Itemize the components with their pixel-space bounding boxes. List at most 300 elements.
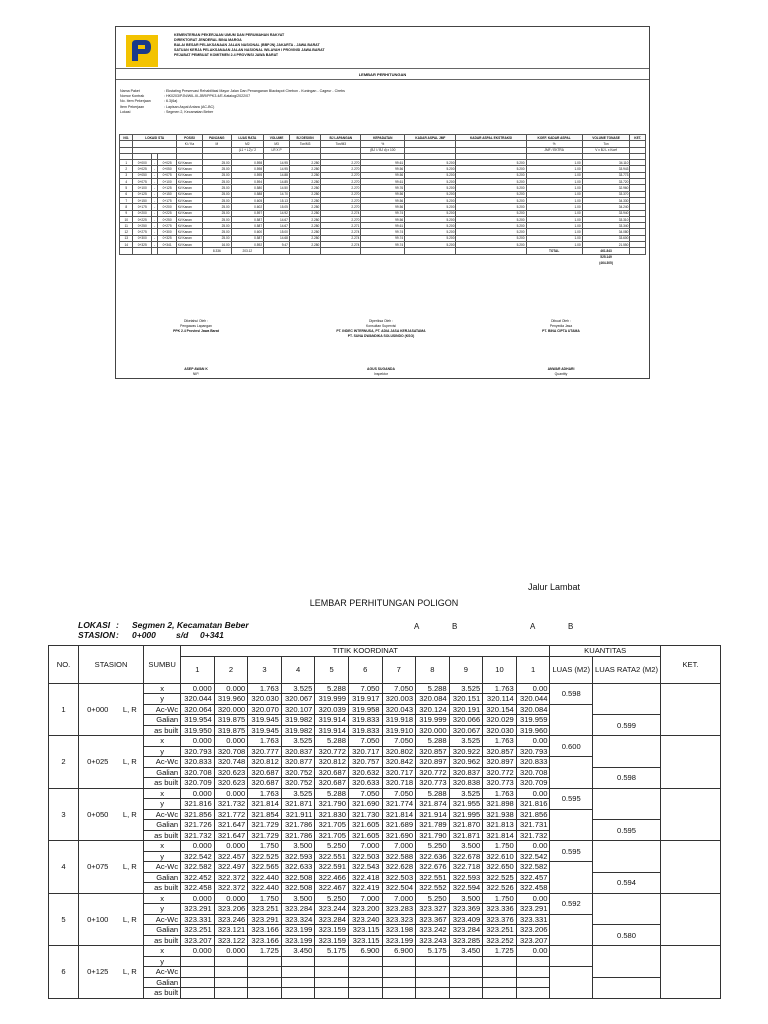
- table-cell: 34.240: [582, 204, 630, 210]
- coord-cell: [449, 977, 483, 988]
- table-cell: 0+125: [158, 185, 177, 191]
- table-cell: 5.200: [405, 179, 456, 185]
- coord-cell: 323.291: [248, 914, 282, 925]
- coord-cell: 3.525: [449, 788, 483, 799]
- coord-cell: 320.752: [281, 767, 315, 778]
- table-cell: 99.61: [361, 160, 405, 166]
- extra-cell: [405, 260, 456, 265]
- sum-cell: 8.336: [203, 248, 232, 254]
- dash-cell: -: [152, 235, 158, 241]
- coord-cell: [248, 967, 282, 978]
- coord-cell: 0.00: [516, 736, 550, 747]
- coord-cell: [214, 967, 248, 978]
- coordinate-row: [49, 788, 721, 799]
- coord-cell: 0.00: [516, 841, 550, 852]
- coord-cell: 320.877: [281, 757, 315, 768]
- coord-cell: 320.107: [281, 704, 315, 715]
- station-side: L, R: [117, 946, 144, 999]
- coord-cell: 320.857: [483, 746, 517, 757]
- coord-cell: 6.900: [348, 946, 382, 957]
- dash-cell: -: [152, 242, 158, 248]
- table-cell: 5.200: [456, 191, 526, 197]
- table-cell: 2.280: [289, 210, 320, 216]
- coord-cell: 320.833: [516, 757, 550, 768]
- extra-cell: [176, 260, 202, 265]
- table-cell: 0+250: [158, 216, 177, 222]
- table-cell: 0+125: [133, 191, 152, 197]
- coord-cell: 320.067: [281, 694, 315, 705]
- table-cell: 5.200: [456, 235, 526, 241]
- coord-cell: 321.911: [281, 809, 315, 820]
- luas-cell: 0.592: [550, 893, 593, 914]
- table-cell: 0+225: [158, 210, 177, 216]
- coord-cell: 0.000: [214, 893, 248, 904]
- table-cell: 99.74: [361, 242, 405, 248]
- coord-cell: 321.955: [449, 799, 483, 810]
- axis-label: as built: [144, 830, 181, 841]
- coord-cell: 0.000: [214, 788, 248, 799]
- coord-cell: 321.854: [248, 809, 282, 820]
- table-cell: 99.56: [361, 191, 405, 197]
- column-header: 2: [214, 656, 248, 683]
- column-header: 8: [416, 656, 450, 683]
- column-header: LOKASI STA: [133, 135, 176, 141]
- coord-cell: 320.838: [449, 778, 483, 789]
- coord-cell: 322.508: [281, 883, 315, 894]
- coord-cell: 3.500: [281, 893, 315, 904]
- coord-cell: [214, 988, 248, 999]
- polygon-table: [48, 645, 721, 999]
- dash-cell: -: [152, 229, 158, 235]
- extra-cell: [120, 260, 133, 265]
- station-number: 4: [49, 841, 79, 894]
- table-cell: 9: [120, 210, 133, 216]
- formula-cell: JMF / EKTRA: [526, 147, 582, 153]
- table-cell: 0.602: [231, 204, 264, 210]
- coord-cell: 1.750: [483, 841, 517, 852]
- coord-cell: 321.856: [181, 809, 215, 820]
- coord-cell: 321.814: [248, 799, 282, 810]
- coord-cell: 322.466: [315, 872, 349, 883]
- coord-cell: [416, 956, 450, 967]
- coord-cell: 323.409: [449, 914, 483, 925]
- coord-cell: 320.802: [382, 746, 416, 757]
- dash-cell: -: [152, 204, 158, 210]
- table-cell: 5.200: [405, 235, 456, 241]
- table-cell: Ki/ Kanan: [176, 197, 202, 203]
- coord-cell: 323.284: [449, 925, 483, 936]
- extra-cell: [203, 260, 232, 265]
- extra-cell: [456, 260, 526, 265]
- coord-cell: 319.959: [516, 715, 550, 726]
- coord-cell: 322.551: [315, 851, 349, 862]
- table-cell: 99.56: [361, 204, 405, 210]
- coord-cell: 321.605: [348, 830, 382, 841]
- rata-cell: [592, 736, 660, 768]
- table-cell: 99.56: [361, 197, 405, 203]
- coord-cell: 7.050: [382, 736, 416, 747]
- table-cell: 99.74: [361, 235, 405, 241]
- table-cell: 2.280: [289, 204, 320, 210]
- coord-cell: [483, 988, 517, 999]
- coord-cell: 323.207: [181, 935, 215, 946]
- station-number: 1: [49, 683, 79, 736]
- coord-cell: 321.690: [348, 799, 382, 810]
- table-cell: 6: [120, 191, 133, 197]
- table-cell: 2.280: [289, 223, 320, 229]
- location-block: LOKASI : Segmen 2, Kecamatan Beber STASION: 0+000 s/d 0+341: [78, 620, 249, 640]
- table-cell: 2.271: [321, 223, 361, 229]
- coord-cell: 322.636: [416, 851, 450, 862]
- dash-cell: -: [152, 172, 158, 178]
- coord-cell: 321.690: [382, 830, 416, 841]
- column-header: POSISI: [176, 135, 202, 141]
- table-cell: Ki/ Kanan: [176, 160, 202, 166]
- coord-cell: 320.003: [382, 694, 416, 705]
- table-cell: 25.00: [203, 235, 232, 241]
- dash-cell: -: [152, 166, 158, 172]
- table-cell: 25.00: [203, 229, 232, 235]
- coord-cell: 320.709: [181, 778, 215, 789]
- table-cell: 99.74: [361, 210, 405, 216]
- extra-cell: [361, 260, 405, 265]
- axis-label: y: [144, 746, 181, 757]
- axis-label: as built: [144, 935, 181, 946]
- table-cell: 14.67: [264, 223, 290, 229]
- coord-cell: 322.508: [281, 872, 315, 883]
- table-cell: 0.600: [231, 229, 264, 235]
- extra-cell: 525.149: [600, 255, 612, 260]
- table-cell: 1.00: [526, 166, 582, 172]
- table-cell: 5.200: [405, 197, 456, 203]
- coord-cell: [516, 967, 550, 978]
- column-header: KET.: [630, 135, 646, 141]
- table-cell: 0+075: [158, 172, 177, 178]
- luas-cell: [550, 967, 593, 999]
- coord-cell: 0.00: [516, 946, 550, 957]
- coord-cell: 320.623: [214, 778, 248, 789]
- coord-cell: 320.039: [315, 704, 349, 715]
- table-cell: 2.280: [289, 235, 320, 241]
- table-cell: 0+300: [133, 235, 152, 241]
- ket-cell: [661, 946, 721, 999]
- coord-cell: 323.166: [248, 925, 282, 936]
- coord-cell: 322.467: [315, 883, 349, 894]
- coord-cell: 320.708: [516, 767, 550, 778]
- table-cell: 5.200: [456, 216, 526, 222]
- coord-cell: 322.526: [483, 883, 517, 894]
- coord-cell: 321.732: [516, 830, 550, 841]
- rata-cell: [592, 683, 660, 715]
- coord-cell: 320.191: [449, 704, 483, 715]
- coord-cell: [315, 967, 349, 978]
- axis-label: Galian: [144, 872, 181, 883]
- coord-cell: 323.291: [181, 904, 215, 915]
- extra-cell: [264, 260, 290, 265]
- table-cell: 2.270: [321, 197, 361, 203]
- marker-b: B: [568, 622, 574, 631]
- column-header: NO.: [120, 135, 133, 141]
- coord-cell: 1.750: [248, 893, 282, 904]
- column-header: KOEF. KADAR ASPAL: [526, 135, 582, 141]
- coord-cell: 321.730: [348, 809, 382, 820]
- table-cell: 2.280: [289, 229, 320, 235]
- coord-cell: 323.198: [382, 925, 416, 936]
- table-cell: 0+275: [158, 223, 177, 229]
- table-cell: 25.00: [203, 223, 232, 229]
- coord-cell: 322.650: [483, 862, 517, 873]
- axis-label: Galian: [144, 767, 181, 778]
- coord-cell: 3.500: [449, 893, 483, 904]
- table-cell: 0+050: [158, 166, 177, 172]
- coord-cell: 5.288: [315, 788, 349, 799]
- table-cell: 2.274: [321, 210, 361, 216]
- table-cell: 0.597: [231, 210, 264, 216]
- coord-cell: 322.676: [416, 862, 450, 873]
- table-cell: 25.00: [203, 172, 232, 178]
- coord-cell: 320.777: [248, 746, 282, 757]
- coord-cell: 320.897: [416, 757, 450, 768]
- coord-cell: 322.543: [348, 862, 382, 873]
- coord-cell: 0.000: [214, 841, 248, 852]
- coord-cell: 323.242: [416, 925, 450, 936]
- coord-cell: 321.813: [483, 820, 517, 831]
- coord-cell: 3.500: [449, 841, 483, 852]
- table-cell: 33.940: [582, 210, 630, 216]
- column-header: LUAS RATA2 (M2): [592, 656, 660, 683]
- coord-cell: 7.000: [382, 893, 416, 904]
- coord-cell: 322.610: [483, 851, 517, 862]
- table-cell: 9.47: [264, 242, 290, 248]
- table-cell: 0.594: [231, 179, 264, 185]
- coord-cell: 1.763: [483, 736, 517, 747]
- table-cell: 99.56: [361, 172, 405, 178]
- coord-cell: 320.922: [449, 746, 483, 757]
- header-row: [49, 646, 721, 657]
- coord-cell: 319.945: [248, 725, 282, 736]
- table-cell: 4: [120, 179, 133, 185]
- coord-cell: [248, 956, 282, 967]
- table-cell: 2.280: [289, 179, 320, 185]
- column-header: 7: [382, 656, 416, 683]
- table-cell: 2.270: [321, 166, 361, 172]
- table-cell: 14.67: [264, 216, 290, 222]
- coord-cell: 320.717: [348, 746, 382, 757]
- coord-cell: 323.251: [181, 925, 215, 936]
- table-cell: 1.00: [526, 204, 582, 210]
- coord-cell: 320.757: [348, 757, 382, 768]
- coord-cell: 1.763: [248, 788, 282, 799]
- coord-cell: 321.732: [181, 830, 215, 841]
- coord-cell: [181, 967, 215, 978]
- axis-label: as built: [144, 725, 181, 736]
- coord-cell: 320.793: [181, 746, 215, 757]
- coord-cell: 319.958: [348, 704, 382, 715]
- coord-cell: [214, 956, 248, 967]
- axis-label: Ac-Wc: [144, 704, 181, 715]
- column-header: TITIK KOORDINAT: [181, 646, 550, 657]
- column-header: 1: [516, 656, 550, 683]
- coord-cell: 5.288: [416, 788, 450, 799]
- ket-cell: [661, 683, 721, 736]
- table-cell: Ki/ Kanan: [176, 166, 202, 172]
- coord-cell: 322.633: [281, 862, 315, 873]
- table-cell: Ki/ Kanan: [176, 179, 202, 185]
- coord-cell: 323.199: [281, 925, 315, 936]
- signer-name: ASEP AWAN K NIP.: [184, 367, 208, 376]
- coord-cell: [248, 977, 282, 988]
- table-cell: 5.200: [405, 223, 456, 229]
- coord-cell: 319.914: [315, 715, 349, 726]
- rata-cell: [592, 946, 660, 978]
- org-line: SATUAN KERJA PELAKSANAAN JALAN NASIONAL WILAYAH I PROVINSI JAWA BARAT: [174, 48, 325, 52]
- table-cell: 5.200: [405, 172, 456, 178]
- coord-cell: 322.565: [248, 862, 282, 873]
- table-cell: 99.61: [361, 223, 405, 229]
- coord-cell: 321.938: [483, 809, 517, 820]
- table-cell: 5: [120, 185, 133, 191]
- axis-label: Galian: [144, 925, 181, 936]
- column-header: PANJANG: [203, 135, 232, 141]
- coord-cell: 3.450: [449, 946, 483, 957]
- column-header: 9: [449, 656, 483, 683]
- signature-block-known: Diketahui Oleh : Pengawas Lapangan PPK 2.4 Provinsi Jawa Barat: [173, 319, 219, 333]
- coord-cell: 7.000: [348, 841, 382, 852]
- coordinate-row: [49, 872, 721, 883]
- coord-cell: 319.954: [181, 715, 215, 726]
- coord-cell: 3.525: [281, 683, 315, 694]
- table-cell: 0+025: [133, 166, 152, 172]
- extra-cell: [321, 260, 361, 265]
- coord-cell: [315, 977, 349, 988]
- coord-cell: 5.288: [315, 736, 349, 747]
- coord-cell: 320.084: [416, 694, 450, 705]
- coord-cell: 7.050: [348, 736, 382, 747]
- coord-cell: 319.914: [315, 725, 349, 736]
- meta-row: Nama Paket : Ekstating Preservasi Rehabilitasi Mayor Jalan Dan Penanganan Blackspot Cirebon - Kuningan - Cageur - Cirebs: [120, 89, 345, 93]
- coord-cell: 322.418: [348, 872, 382, 883]
- table-cell: Ki/ Kanan: [176, 191, 202, 197]
- table-cell: 25.00: [203, 197, 232, 203]
- coord-cell: 323.246: [214, 914, 248, 925]
- luas-cell: 0.595: [550, 788, 593, 809]
- coord-cell: 323.159: [315, 925, 349, 936]
- table-cell: 14.88: [264, 172, 290, 178]
- coord-cell: 322.419: [348, 883, 382, 894]
- table-cell: 2.274: [321, 235, 361, 241]
- coord-cell: [348, 967, 382, 978]
- table-cell: 0.598: [231, 166, 264, 172]
- station-side: L, R: [117, 736, 144, 789]
- meta-row: Nomor Kontrak : HK0203/PJN/WIL.III-JBR/PPK3.4/E-Katalog/2022/07: [120, 94, 251, 99]
- table-cell: 33.370: [582, 191, 630, 197]
- table-cell: 25.00: [203, 216, 232, 222]
- table-cell: Ki/ Kanan: [176, 204, 202, 210]
- coord-cell: 1.763: [248, 736, 282, 747]
- coord-cell: 320.030: [248, 694, 282, 705]
- dash-cell: -: [152, 210, 158, 216]
- sum-cell: 461.843: [582, 248, 630, 254]
- coord-cell: [483, 967, 517, 978]
- coord-cell: 322.718: [449, 862, 483, 873]
- extra-cell: [158, 260, 177, 265]
- table-cell: 0.587: [231, 223, 264, 229]
- coord-cell: 322.504: [382, 883, 416, 894]
- coord-cell: 323.251: [248, 904, 282, 915]
- coord-cell: 7.000: [382, 841, 416, 852]
- coord-cell: 321.786: [281, 820, 315, 831]
- luas-cell: [550, 809, 593, 841]
- coord-cell: 322.458: [181, 883, 215, 894]
- table-cell: 14.68: [264, 235, 290, 241]
- table-cell: 25.00: [203, 160, 232, 166]
- coord-cell: [449, 956, 483, 967]
- table-cell: 2.274: [321, 242, 361, 248]
- coord-cell: 320.772: [315, 746, 349, 757]
- table-cell: 0+341: [158, 242, 177, 248]
- coord-cell: [416, 988, 450, 999]
- table-cell: 2.274: [321, 229, 361, 235]
- coord-cell: 323.206: [214, 904, 248, 915]
- dash-cell: -: [152, 191, 158, 197]
- coord-cell: 7.000: [348, 893, 382, 904]
- unit-cell: Ton/M3: [321, 141, 361, 147]
- dash-cell: -: [152, 179, 158, 185]
- meta-row: Item Pekerjaan : Lapisan Aspal Antara (AC-BC): [120, 104, 215, 109]
- table-cell: 5.200: [405, 160, 456, 166]
- coord-cell: 322.458: [516, 883, 550, 894]
- table-cell: 25.00: [203, 166, 232, 172]
- meta-row: Lokasi : Segmen 2, Kecamatan Beber: [120, 109, 214, 114]
- axis-label: x: [144, 736, 181, 747]
- unit-cell: M2: [231, 141, 264, 147]
- table-cell: 21.550: [582, 242, 630, 248]
- coord-cell: 322.551: [416, 872, 450, 883]
- table-cell: 0+200: [133, 210, 152, 216]
- formula-cell: (L1 + L2) / 2: [231, 147, 264, 153]
- table-cell: 25.00: [203, 185, 232, 191]
- coord-cell: 321.786: [281, 830, 315, 841]
- table-cell: 2.280: [289, 216, 320, 222]
- axis-label: Ac-Wc: [144, 757, 181, 768]
- coord-cell: 323.376: [483, 914, 517, 925]
- coord-cell: 321.790: [416, 830, 450, 841]
- coord-cell: 1.750: [248, 841, 282, 852]
- axis-label: y: [144, 851, 181, 862]
- coord-cell: [516, 977, 550, 988]
- ket-cell: [661, 841, 721, 894]
- coord-cell: 1.725: [483, 946, 517, 957]
- table-cell: 0+000: [133, 160, 152, 166]
- coord-cell: 7.050: [382, 788, 416, 799]
- rata-cell: 0.598: [592, 767, 660, 788]
- extra-cell: [133, 260, 152, 265]
- coord-cell: [483, 977, 517, 988]
- table-cell: 2.270: [321, 216, 361, 222]
- coord-cell: 321.729: [248, 830, 282, 841]
- table-cell: Ki/ Kanan: [176, 210, 202, 216]
- table-cell: 0.580: [231, 185, 264, 191]
- org-line: BALAI BESAR PELAKSANAAN JALAN NASIONAL (BBPJN) JAKARTA - JAWA BARAT: [174, 43, 320, 47]
- coord-cell: 0.00: [516, 788, 550, 799]
- marker-a: A: [414, 622, 420, 631]
- coord-cell: 320.708: [181, 767, 215, 778]
- axis-label: Ac-Wc: [144, 862, 181, 873]
- coord-cell: [348, 988, 382, 999]
- table-cell: Ki/ Kanan: [176, 216, 202, 222]
- table-cell: 5.200: [456, 229, 526, 235]
- table-cell: 2.280: [289, 191, 320, 197]
